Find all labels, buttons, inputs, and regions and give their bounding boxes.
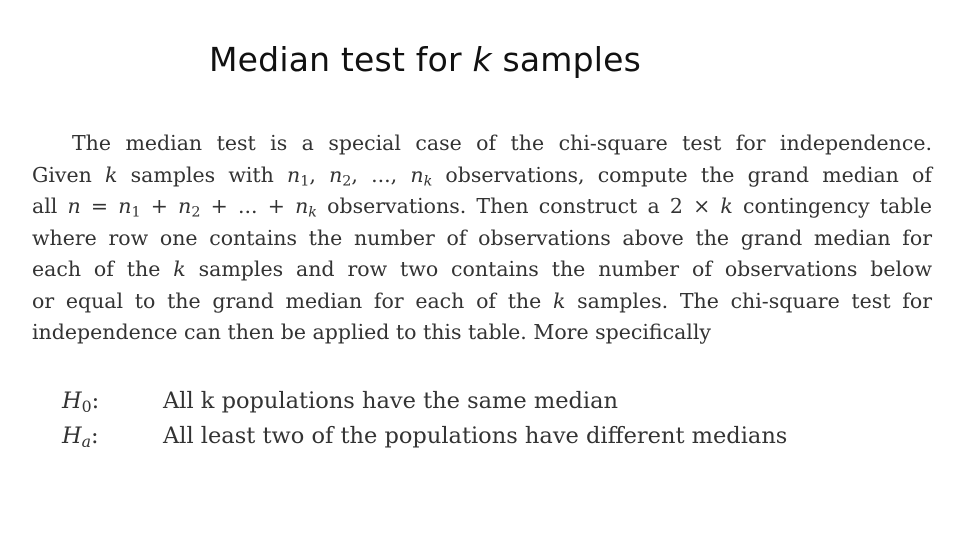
math-k: k: [552, 288, 566, 313]
text: =: [80, 194, 119, 218]
null-hypothesis-text: All k populations have the same median: [163, 388, 619, 414]
null-hypothesis-symbol: [62, 384, 163, 418]
alternative-hypothesis: [62, 419, 787, 453]
math-sub: a: [81, 431, 92, 451]
math-n: n: [329, 162, 343, 187]
math-n: n: [410, 162, 424, 187]
title-var: k: [472, 40, 492, 79]
math-sub: 1: [131, 204, 141, 221]
text: all: [32, 194, 68, 218]
text: samples and row two contains the number of observations below: [185, 257, 932, 281]
text: contingency table: [732, 194, 933, 218]
math-k: k: [105, 162, 118, 187]
alternative-hypothesis-symbol: [62, 419, 163, 453]
math-h: H: [62, 388, 82, 414]
math-sub: 2: [342, 173, 352, 190]
math-n: n: [178, 194, 192, 218]
paragraph-line-3: [32, 191, 932, 223]
alternative-hypothesis-text: All least two of the populations have different medians: [163, 423, 788, 449]
text: each of the: [32, 257, 174, 281]
paragraph-line-2: [32, 160, 932, 192]
text: , ...,: [351, 162, 411, 187]
title-pre: Median test for: [209, 40, 473, 79]
colon: :: [91, 423, 99, 449]
text: or equal to the grand median for each of the: [32, 288, 553, 313]
paragraph-line-6: [32, 286, 932, 318]
math-sub: 0: [81, 396, 92, 416]
paragraph-line-4: where row one contains the number of observations above the grand median for: [32, 225, 932, 250]
math-n: n: [287, 162, 301, 187]
math-sub: k: [423, 173, 433, 190]
math-sub: 2: [191, 204, 201, 221]
math-k: k: [720, 194, 733, 218]
math-h: H: [62, 423, 82, 449]
text: + ... +: [200, 194, 296, 218]
text: observations. Then construct a 2 ×: [316, 194, 721, 218]
math-n: n: [118, 194, 132, 218]
paragraph-line-5: [32, 254, 932, 286]
text: ,: [309, 162, 330, 187]
null-hypothesis: [62, 384, 618, 418]
title-post: samples: [491, 40, 642, 79]
text: +: [140, 194, 179, 218]
colon: :: [91, 388, 100, 414]
paragraph-line-1: The median test is a special case of the chi-square test for independence.: [72, 131, 932, 155]
math-n: n: [67, 194, 81, 218]
math-k: k: [173, 257, 186, 281]
median-test-paragraph: [32, 128, 932, 349]
text: observations, compute the grand median of: [432, 162, 932, 187]
text: samples. The chi-square test for: [565, 288, 932, 313]
text: Given: [32, 162, 106, 187]
slide-title: [209, 40, 641, 79]
paragraph-line-7: independence can then be applied to this table. More specifically: [32, 320, 711, 344]
math-sub: 1: [300, 173, 310, 190]
math-n: n: [295, 194, 309, 218]
math-sub: k: [308, 204, 317, 221]
text: samples with: [117, 162, 288, 187]
